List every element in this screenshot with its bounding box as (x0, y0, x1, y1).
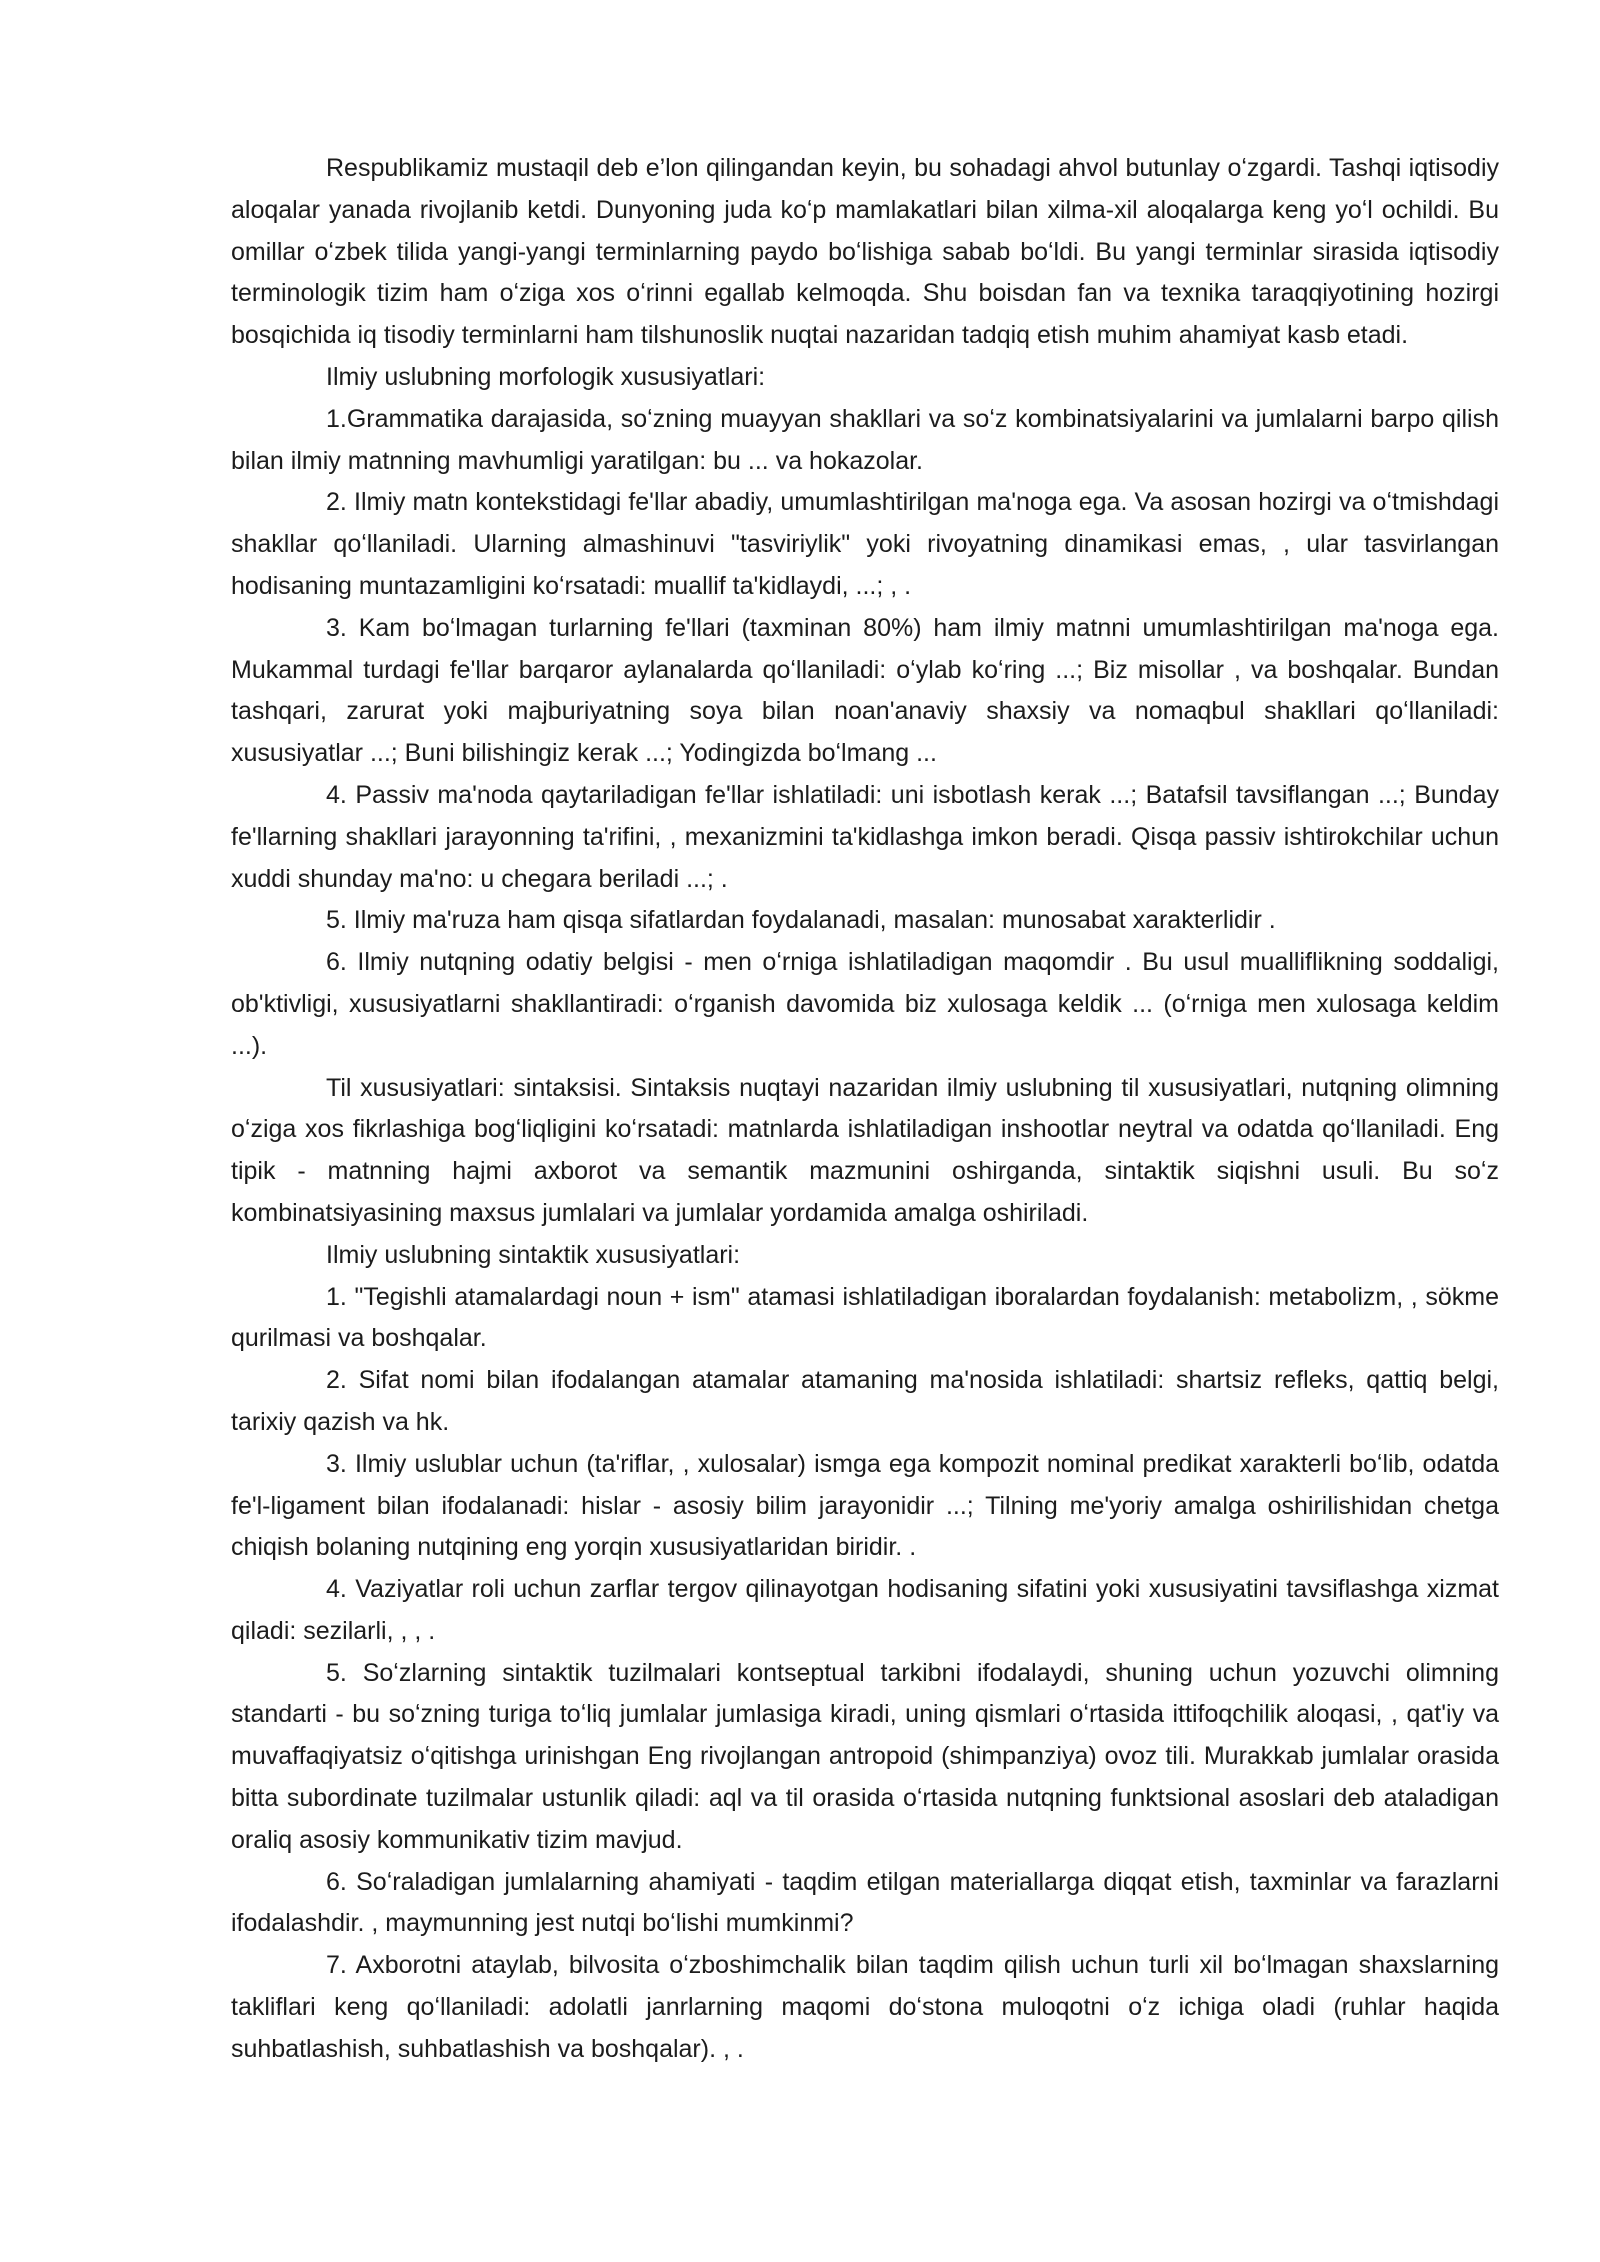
paragraph-syntax-3: 3. Ilmiy uslublar uchun (ta'riflar, , xulosalar) ismga ega kompozit nominal predikat xarakterli boʻlib, odatda fe'l-ligament bilan ifodalanadi: hislar - asosiy bilim jarayonidir ...; Tilning me'yoriy amalga oshirilishidan chetga chiqish bolaning nutqining eng yorqin xususiyatlaridan biridir. . (231, 1449, 1499, 1562)
paragraph-syntax-intro: Til xususiyatlari: sintaksisi. Sintaksis nuqtayi nazaridan ilmiy uslubning til xususiyatlari, nutqning olimning oʻziga xos fikrlashiga bogʻliqligini koʻrsatadi: matnlarda ishlatiladigan inshootlar neytral va odatda qoʻllaniladi. Eng tipik - matnning hajmi axborot va semantik mazmunini oshirganda, sintaktik siqishni usuli. Bu soʻz kombinatsiyasining maxsus jumlalari va jumlalar yordamida amalga oshiriladi. (231, 1073, 1499, 1227)
paragraph-syntax-1: 1. "Tegishli atamalardagi noun + ism" atamasi ishlatiladigan iboralardan foydalanish: metabolizm, , sökme qurilmasi va boshqalar. (231, 1282, 1499, 1353)
heading-syntactic-features: Ilmiy uslubning sintaktik xususiyatlari: (326, 1240, 741, 1269)
paragraph-syntax-7: 7. Axborotni ataylab, bilvosita oʻzboshimchalik bilan taqdim qilish uchun turli xil boʻlmagan shaxslarning takliflari keng qoʻllaniladi: adolatli janrlarning maqomi doʻstona muloqotni oʻz ichiga oladi (ruhlar haqida suhbatlashish, suhbatlashish va boshqalar). , . (231, 1951, 1499, 2063)
paragraph-morph-1: 1.Grammatika darajasida, soʻzning muayyan shakllari va soʻz kombinatsiyalarini va jumlalarni barpo qilish bilan ilmiy matnning mavhumligi yaratilgan: bu ... va hokazolar. (231, 404, 1499, 475)
paragraph-morph-2: 2. Ilmiy matn kontekstidagi fe'llar abadiy, umumlashtirilgan ma'noga ega. Va asosan hozirgi va oʻtmishdagi shakllar qoʻllaniladi. Ularning almashinuvi "tasviriylik" yoki rivoyatning dinamikasi emas, , ular tasvirlangan hodisaning muntazamligini koʻrsatadi: muallif ta'kidlaydi, ...; , . (231, 488, 1499, 600)
heading-morphological-features: Ilmiy uslubning morfologik xususiyatlari: (326, 362, 766, 391)
paragraph-morph-5: 5. Ilmiy ma'ruza ham qisqa sifatlardan foydalanadi, masalan: munosabat xarakterlidir . (326, 906, 1276, 935)
paragraph-morph-3: 3. Kam boʻlmagan turlarning fe'llari (taxminan 80%) ham ilmiy matnni umumlashtirilgan ma'noga ega. Mukammal turdagi fe'llar barqaror aylanalarda qoʻllaniladi: oʻylab koʻring ...; Biz misollar , va boshqalar. Bundan tashqari, zarurat yoki majburiyatning soya bilan noan'anaviy shaxsiy va nomaqbul shakllari qoʻllaniladi: xususiyatlar ...; Buni bilishingiz kerak ...; Yodingizda boʻlmang ... (231, 613, 1499, 768)
paragraph-intro: Respublikamiz mustaqil deb e’lon qilingandan keyin, bu sohadagi ahvol butunlay oʻzgardi. Tashqi iqtisodiy aloqalar yanada rivojlanib ketdi. Dunyoning juda koʻp mamlakatlari bilan xilma-xil aloqalarga keng yoʻl ochildi. Bu omillar oʻzbek tilida yangi-yangi terminlarning paydo boʻlishiga sabab boʻldi. Bu yangi terminlar sirasida iqtisodiy terminologik tizim ham oʻziga xos oʻrinni egallab kelmoqda. Shu boisdan fan va texnika taraqqiyotining hozirgi bosqichida iq tisodiy terminlarni ham tilshunoslik nuqtai nazaridan tadqiq etish muhim ahamiyat kasb etadi. (231, 154, 1499, 350)
paragraph-syntax-4: 4. Vaziyatlar roli uchun zarflar tergov qilinayotgan hodisaning sifatini yoki xususiyatini tavsiflashga xizmat qiladi: sezilarli, , , . (231, 1575, 1499, 1645)
paragraph-syntax-5: 5. Soʻzlarning sintaktik tuzilmalari kontseptual tarkibni ifodalaydi, shuning uchun yozuvchi olimning standarti - bu soʻzning turiga toʻliq jumlalar jumlasiga kiradi, uning qismlari oʻrtasida ittifoqchilik aloqasi, , qat'iy va muvaffaqiyatsiz oʻqitishga urinishgan Eng rivojlangan antropoid (shimpanziya) ovoz tili. Murakkab jumlalar orasida bitta subordinate tuzilmalar ustunlik qiladi: aql va til orasida oʻrtasida nutqning funktsional asoslari deb ataladigan oraliq asosiy kommunikativ tizim mavjud. (231, 1658, 1499, 1854)
paragraph-morph-6: 6. Ilmiy nutqning odatiy belgisi - men oʻrniga ishlatiladigan maqomdir . Bu usul mualliflikning soddaligi, ob'ktivligi, xususiyatlarni shakllantiradi: oʻrganish davomida biz xulosaga keldik ... (oʻrniga men xulosaga keldim ...). (231, 948, 1499, 1060)
document-page (231, 148, 1499, 2071)
paragraph-syntax-2: 2. Sifat nomi bilan ifodalangan atamalar atamaning ma'nosida ishlatiladi: shartsiz refleks, qattiq belgi, tarixiy qazish va hk. (231, 1366, 1499, 1436)
paragraph-syntax-6: 6. Soʻraladigan jumlalarning ahamiyati - taqdim etilgan materiallarga diqqat etish, taxminlar va farazlarni ifodalashdir. , maymunning jest nutqi boʻlishi mumkinmi? (231, 1867, 1499, 1938)
paragraph-morph-4: 4. Passiv ma'noda qaytariladigan fe'llar ishlatiladi: uni isbotlash kerak ...; Batafsil tavsiflangan ...; Bunday fe'llarning shakllari jarayonning ta'rifini, , mexanizmini ta'kidlashga imkon beradi. Qisqa passiv ishtirokchilar uchun xuddi shunday ma'no: u chegara beriladi ...; . (231, 780, 1499, 893)
